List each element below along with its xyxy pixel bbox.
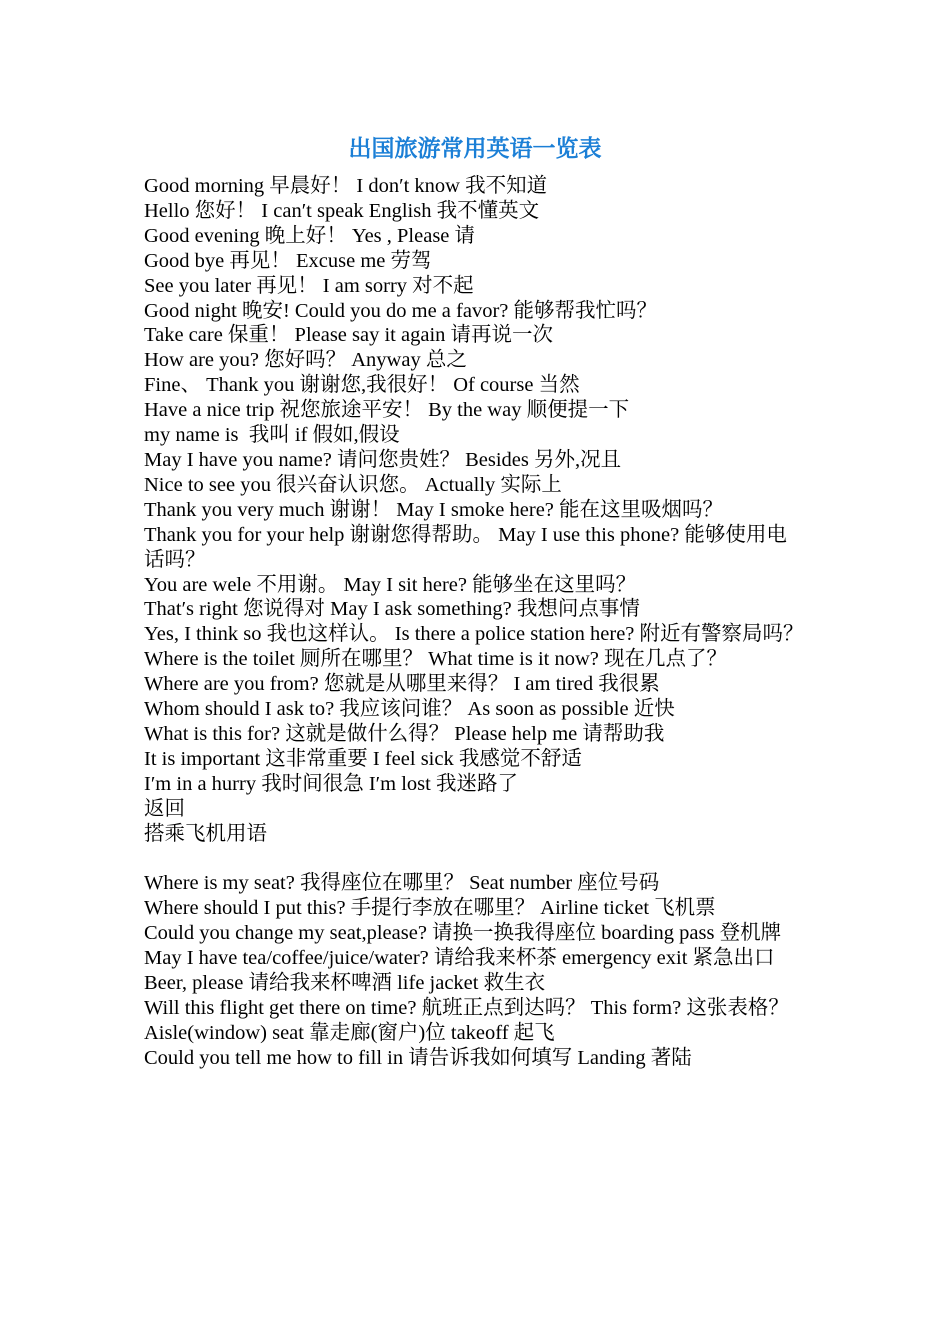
text-line: Where should I put this? 手提行李放在哪里？ Airline ticket 飞机票 (144, 897, 716, 920)
text-line: Thank you very much 谢谢！ May I smoke here? 能在这里吸烟吗？ (144, 498, 724, 521)
text-line: Have a nice trip 祝您旅途平安！ By the way 顺便提一下 (144, 399, 630, 422)
text-line: Hello 您好！ I can′t speak English 我不懂英文 (144, 199, 540, 222)
text-line: Where is the toilet 厕所在哪里？ What time is it now? 现在几点了？ (144, 648, 728, 671)
text-line: Could you change my seat,please? 请换一换我得座位 boarding pass 登机牌 (144, 922, 782, 945)
text-line: Good night 晚安! Could you do me a favor? 能够帮我忙吗？ (144, 299, 658, 322)
text-line: May I have tea/coffee/juice/water? 请给我来杯茶 emergency exit 紧急出口 (144, 947, 775, 970)
text-line: It is important 这非常重要 I feel sick 我感觉不舒适 (144, 747, 582, 770)
text-line: Where are you from? 您就是从哪里来得？ I am tired 我很累 (144, 673, 660, 696)
text-line: Could you tell me how to fill in 请告诉我如何填写 Landing 著陆 (144, 1046, 692, 1069)
text-line: Good bye 再见！ Excuse me 劳驾 (144, 249, 432, 272)
text-line: May I have you name? 请问您贵姓？ Besides 另外,况且 (144, 448, 622, 471)
text-line: How are you? 您好吗？ Anyway 总之 (144, 349, 467, 372)
text-line: See you later 再见！ I am sorry 对不起 (144, 274, 474, 297)
text-line: You are wele 不用谢。 May I sit here? 能够坐在这里吗？ (144, 573, 637, 596)
text-line: 搭乘飞机用语 (144, 822, 267, 845)
document-body (144, 174, 806, 1071)
text-line: That′s right 您说得对 May I ask something? 我想问点事情 (144, 598, 640, 621)
text-line: Beer, please 请给我来杯啤酒 life jacket 救生衣 (144, 971, 546, 994)
text-line: Aisle(window) seat 靠走廊(窗户)位 takeoff 起飞 (144, 1021, 555, 1044)
text-line: What is this for? 这就是做什么得？ Please help me 请帮助我 (144, 722, 665, 745)
text-line: Take care 保重！ Please say it again 请再说一次 (144, 324, 554, 347)
blank-line (144, 846, 806, 871)
text-line: Yes, I think so 我也这样认。 Is there a police station here? 附近有警察局吗？ (144, 623, 804, 646)
text-line: Good evening 晚上好！ Yes , Please 请 (144, 224, 476, 247)
text-line: Good morning 早晨好！ I don′t know 我不知道 (144, 175, 548, 197)
text-line: Whom should I ask to? 我应该问谁？ As soon as possible 近快 (144, 698, 675, 721)
text-line: Where is my seat? 我得座位在哪里？ Seat number 座位号码 (144, 872, 660, 895)
text-line: Fine、 Thank you 谢谢您,我很好！ Of course 当然 (144, 374, 580, 397)
text-line: Thank you for your help 谢谢您得帮助。 May I use this phone? 能够使用电话吗？ (144, 523, 787, 571)
document-title: 出国旅游常用英语一览表 (348, 135, 602, 162)
text-line: 返回 (144, 797, 185, 820)
text-line: I′m in a hurry 我时间很急 I′m lost 我迷路了 (144, 772, 518, 795)
text-line: Nice to see you 很兴奋认识您。 Actually 实际上 (144, 473, 562, 496)
text-line: Will this flight get there on time? 航班正点到达吗？ This form? 这张表格？ (144, 996, 789, 1019)
text-line: my name is 我叫 if 假如,假设 (144, 424, 400, 447)
